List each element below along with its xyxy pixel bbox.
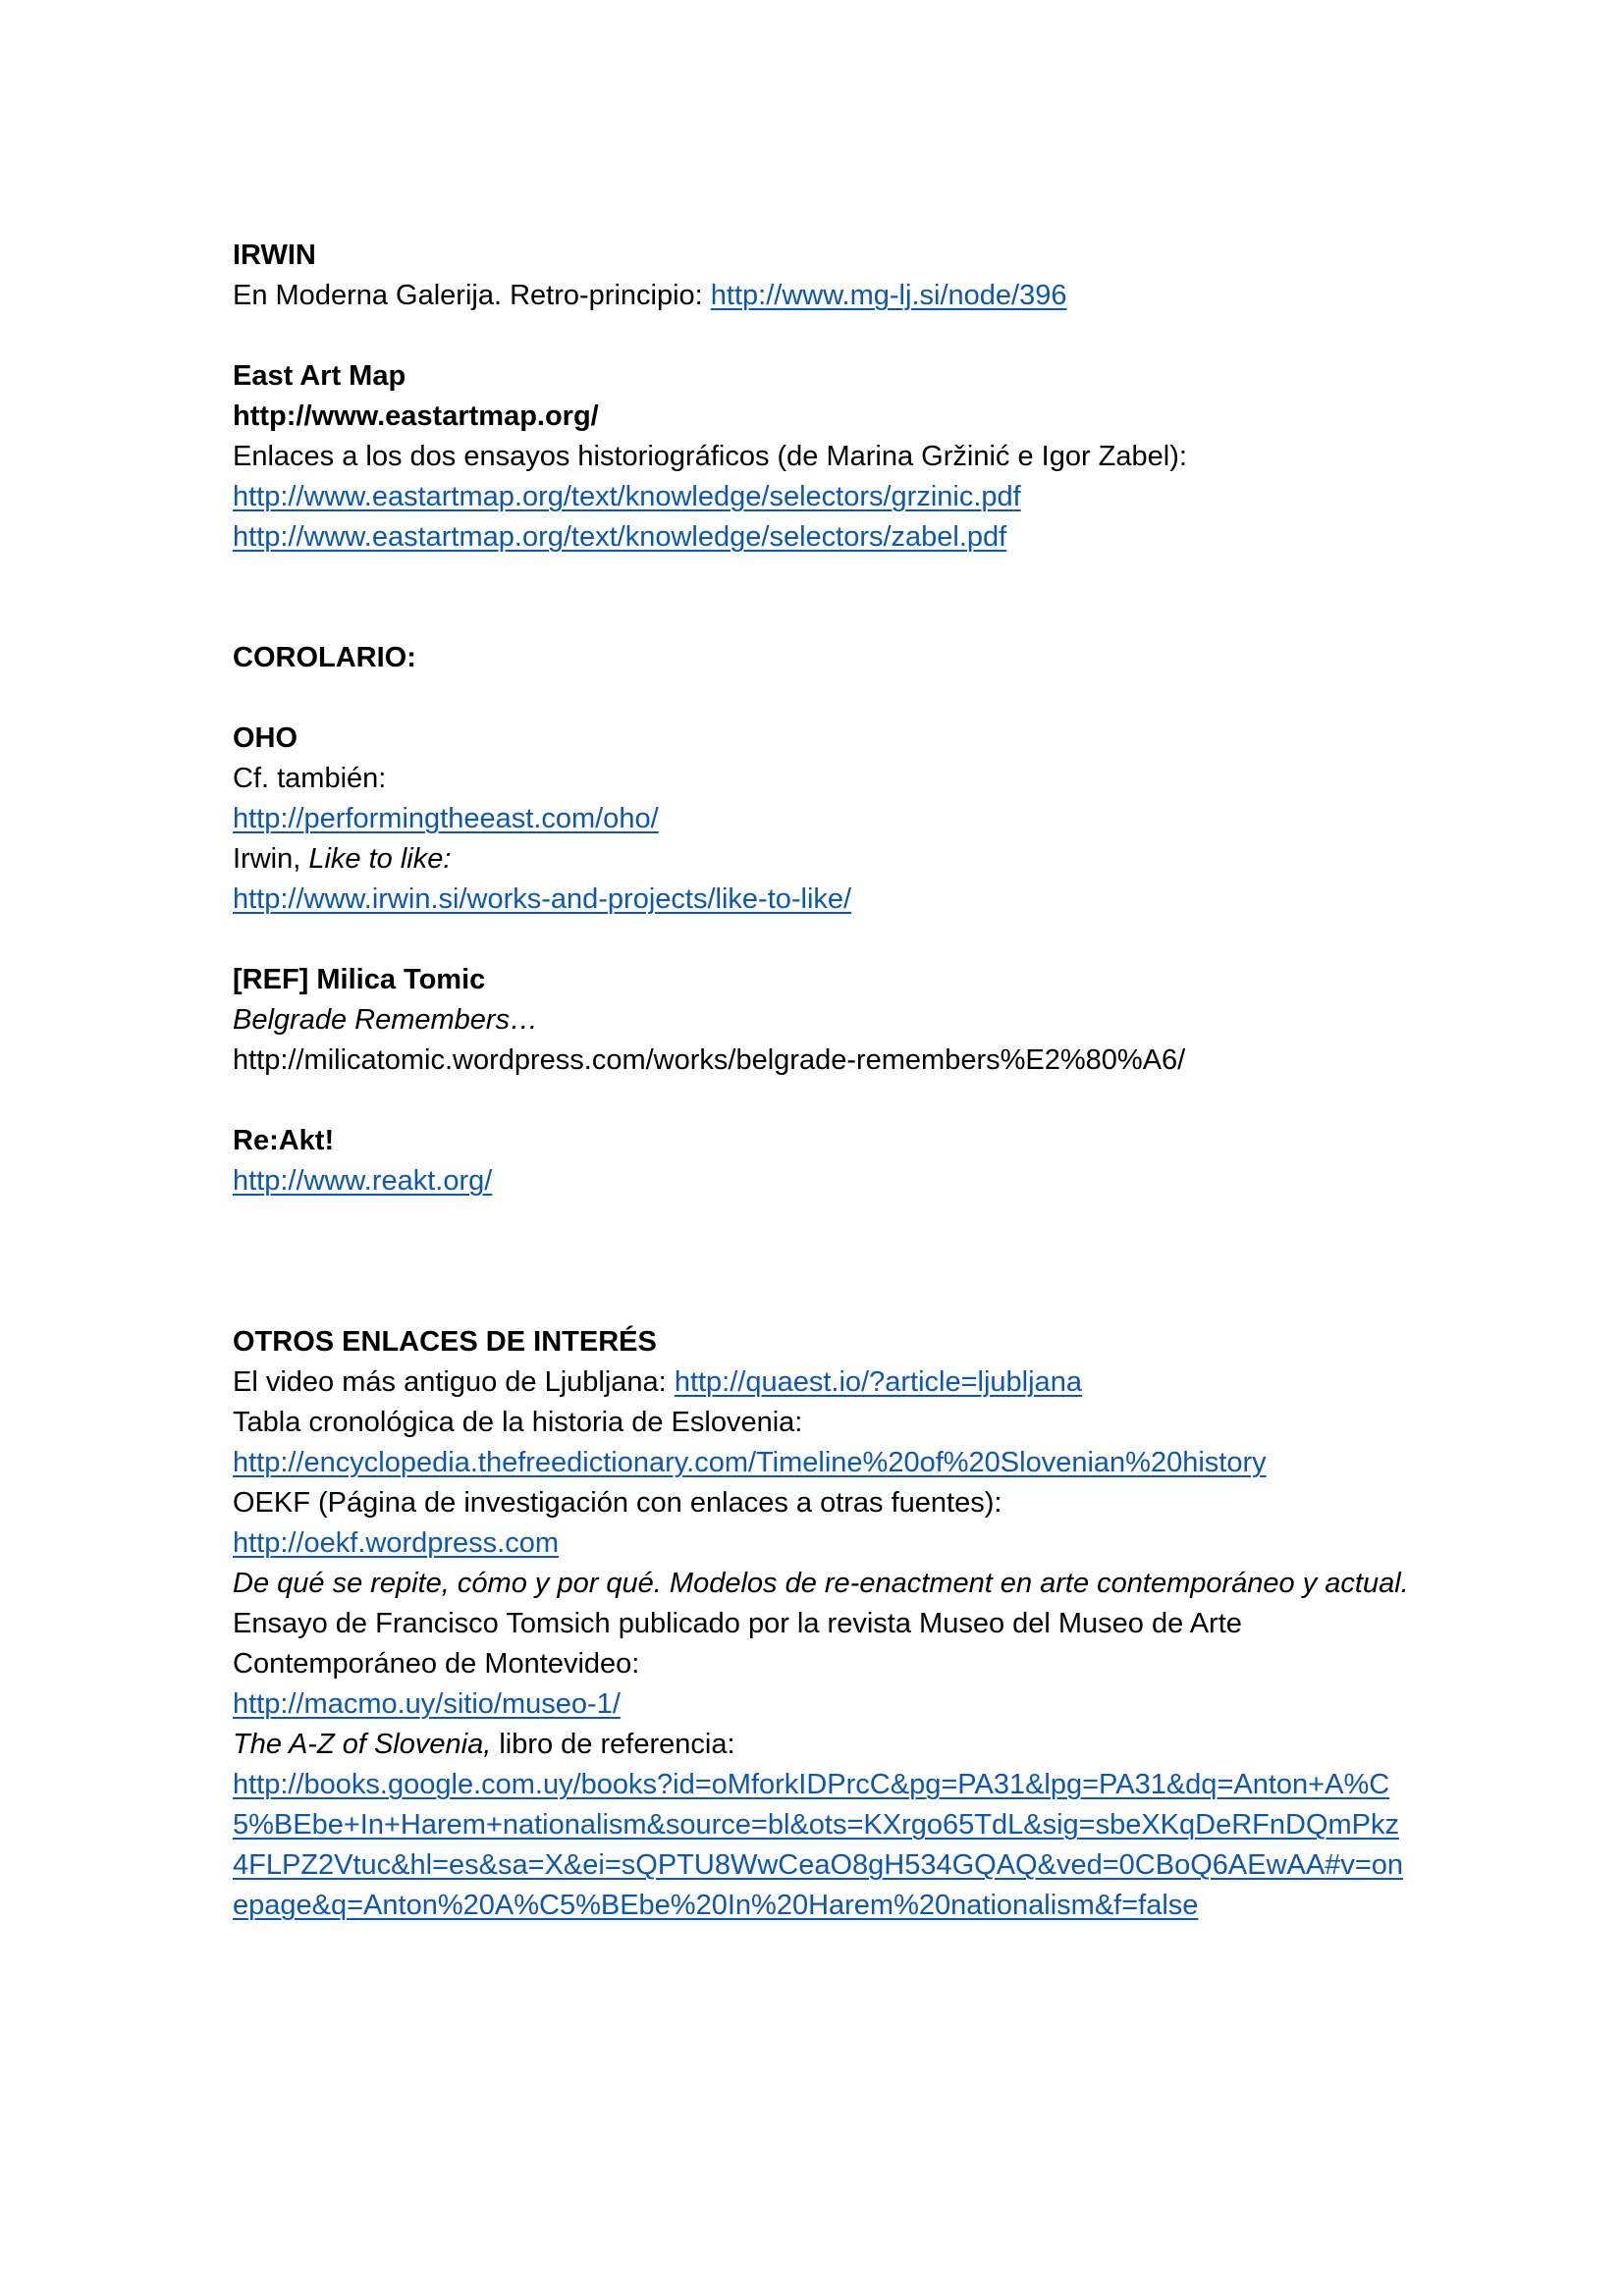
performing-the-east-link[interactable]: http://performingtheeast.com/oho/	[233, 803, 659, 834]
timeline-link[interactable]: http://encyclopedia.thefreedictionary.com/Timeline%20of%20Slovenian%20history	[233, 1447, 1267, 1478]
reakt-link[interactable]: http://www.reakt.org/	[233, 1165, 493, 1197]
quaest-link[interactable]: http://quaest.io/?article=ljubljana	[674, 1366, 1082, 1398]
irwin-line	[233, 276, 1411, 316]
essay-title: De qué se repite, cómo y por qué. Modelos de re-enactment en arte contemporáneo y actual.	[233, 1568, 1409, 1599]
reakt-heading: Re:Akt!	[233, 1125, 335, 1156]
oho-irwin-title: Like to like:	[308, 843, 452, 875]
essay-paragraph	[233, 1564, 1411, 1684]
east-art-map-url-heading: http://www.eastartmap.org/	[233, 400, 599, 432]
tomic-heading: [REF] Milica Tomic	[233, 964, 486, 995]
oho-irwin-line	[233, 839, 1411, 880]
otros-heading: OTROS ENLACES DE INTERÉS	[233, 1326, 657, 1358]
oho-heading: OHO	[233, 722, 298, 754]
book-text: libro de referencia:	[491, 1729, 735, 1760]
google-books-link[interactable]: http://books.google.com.uy/books?id=oMforkIDPrcC&pg=PA31&lpg=PA31&dq=Anton+A%C5%BEbe+In+Harem+nationalism&source=bl&ots=KXrgo65TdL&sig=sbeXKqDeRFnDQmPkz4FLPZ2Vtuc&hl=es&sa=X&ei=sQPTU8WwCeaO8gH534GQAQ&ved=0CBoQ6AEwAA#v=onepage&q=Anton%20A%C5%BEbe%20In%20Harem%20nationalism&f=false	[233, 1769, 1404, 1921]
zabel-pdf-link[interactable]: http://www.eastartmap.org/text/knowledge/selectors/zabel.pdf	[233, 521, 1007, 553]
oho-irwin-prefix: Irwin,	[233, 843, 309, 875]
video-text: El video más antiguo de Ljubljana:	[233, 1366, 675, 1398]
oekf-text: OEKF (Página de investigación con enlaces a otras fuentes):	[233, 1487, 1002, 1519]
irwin-link[interactable]: http://www.mg-lj.si/node/396	[710, 280, 1067, 311]
irwin-text: En Moderna Galerija. Retro-principio:	[233, 280, 711, 311]
east-art-map-heading: East Art Map	[233, 360, 406, 392]
essay-text: Ensayo de Francisco Tomsich publicado por la revista Museo del Museo de Arte Contemporáneo de Montevideo:	[233, 1608, 1242, 1680]
irwin-like-to-like-link[interactable]: http://www.irwin.si/works-and-projects/like-to-like/	[233, 883, 852, 915]
video-line	[233, 1362, 1411, 1403]
document-page	[233, 236, 1411, 1926]
east-art-map-text: Enlaces a los dos ensayos historiográficos (de Marina Gržinić e Igor Zabel):	[233, 441, 1187, 472]
macmo-link[interactable]: http://macmo.uy/sitio/museo-1/	[233, 1688, 621, 1720]
tabla-text: Tabla cronológica de la historia de Eslovenia:	[233, 1407, 803, 1438]
corolario-heading: COROLARIO:	[233, 642, 416, 673]
oho-cf-text: Cf. también:	[233, 763, 387, 794]
irwin-heading: IRWIN	[233, 240, 316, 271]
oekf-link[interactable]: http://oekf.wordpress.com	[233, 1527, 560, 1559]
tomic-title: Belgrade Remembers…	[233, 1004, 539, 1036]
grzinic-pdf-link[interactable]: http://www.eastartmap.org/text/knowledge/selectors/grzinic.pdf	[233, 481, 1021, 512]
tomic-url: http://milicatomic.wordpress.com/works/belgrade-remembers%E2%80%A6/	[233, 1044, 1186, 1076]
book-line	[233, 1725, 1411, 1765]
book-title: The A-Z of Slovenia,	[233, 1729, 492, 1760]
